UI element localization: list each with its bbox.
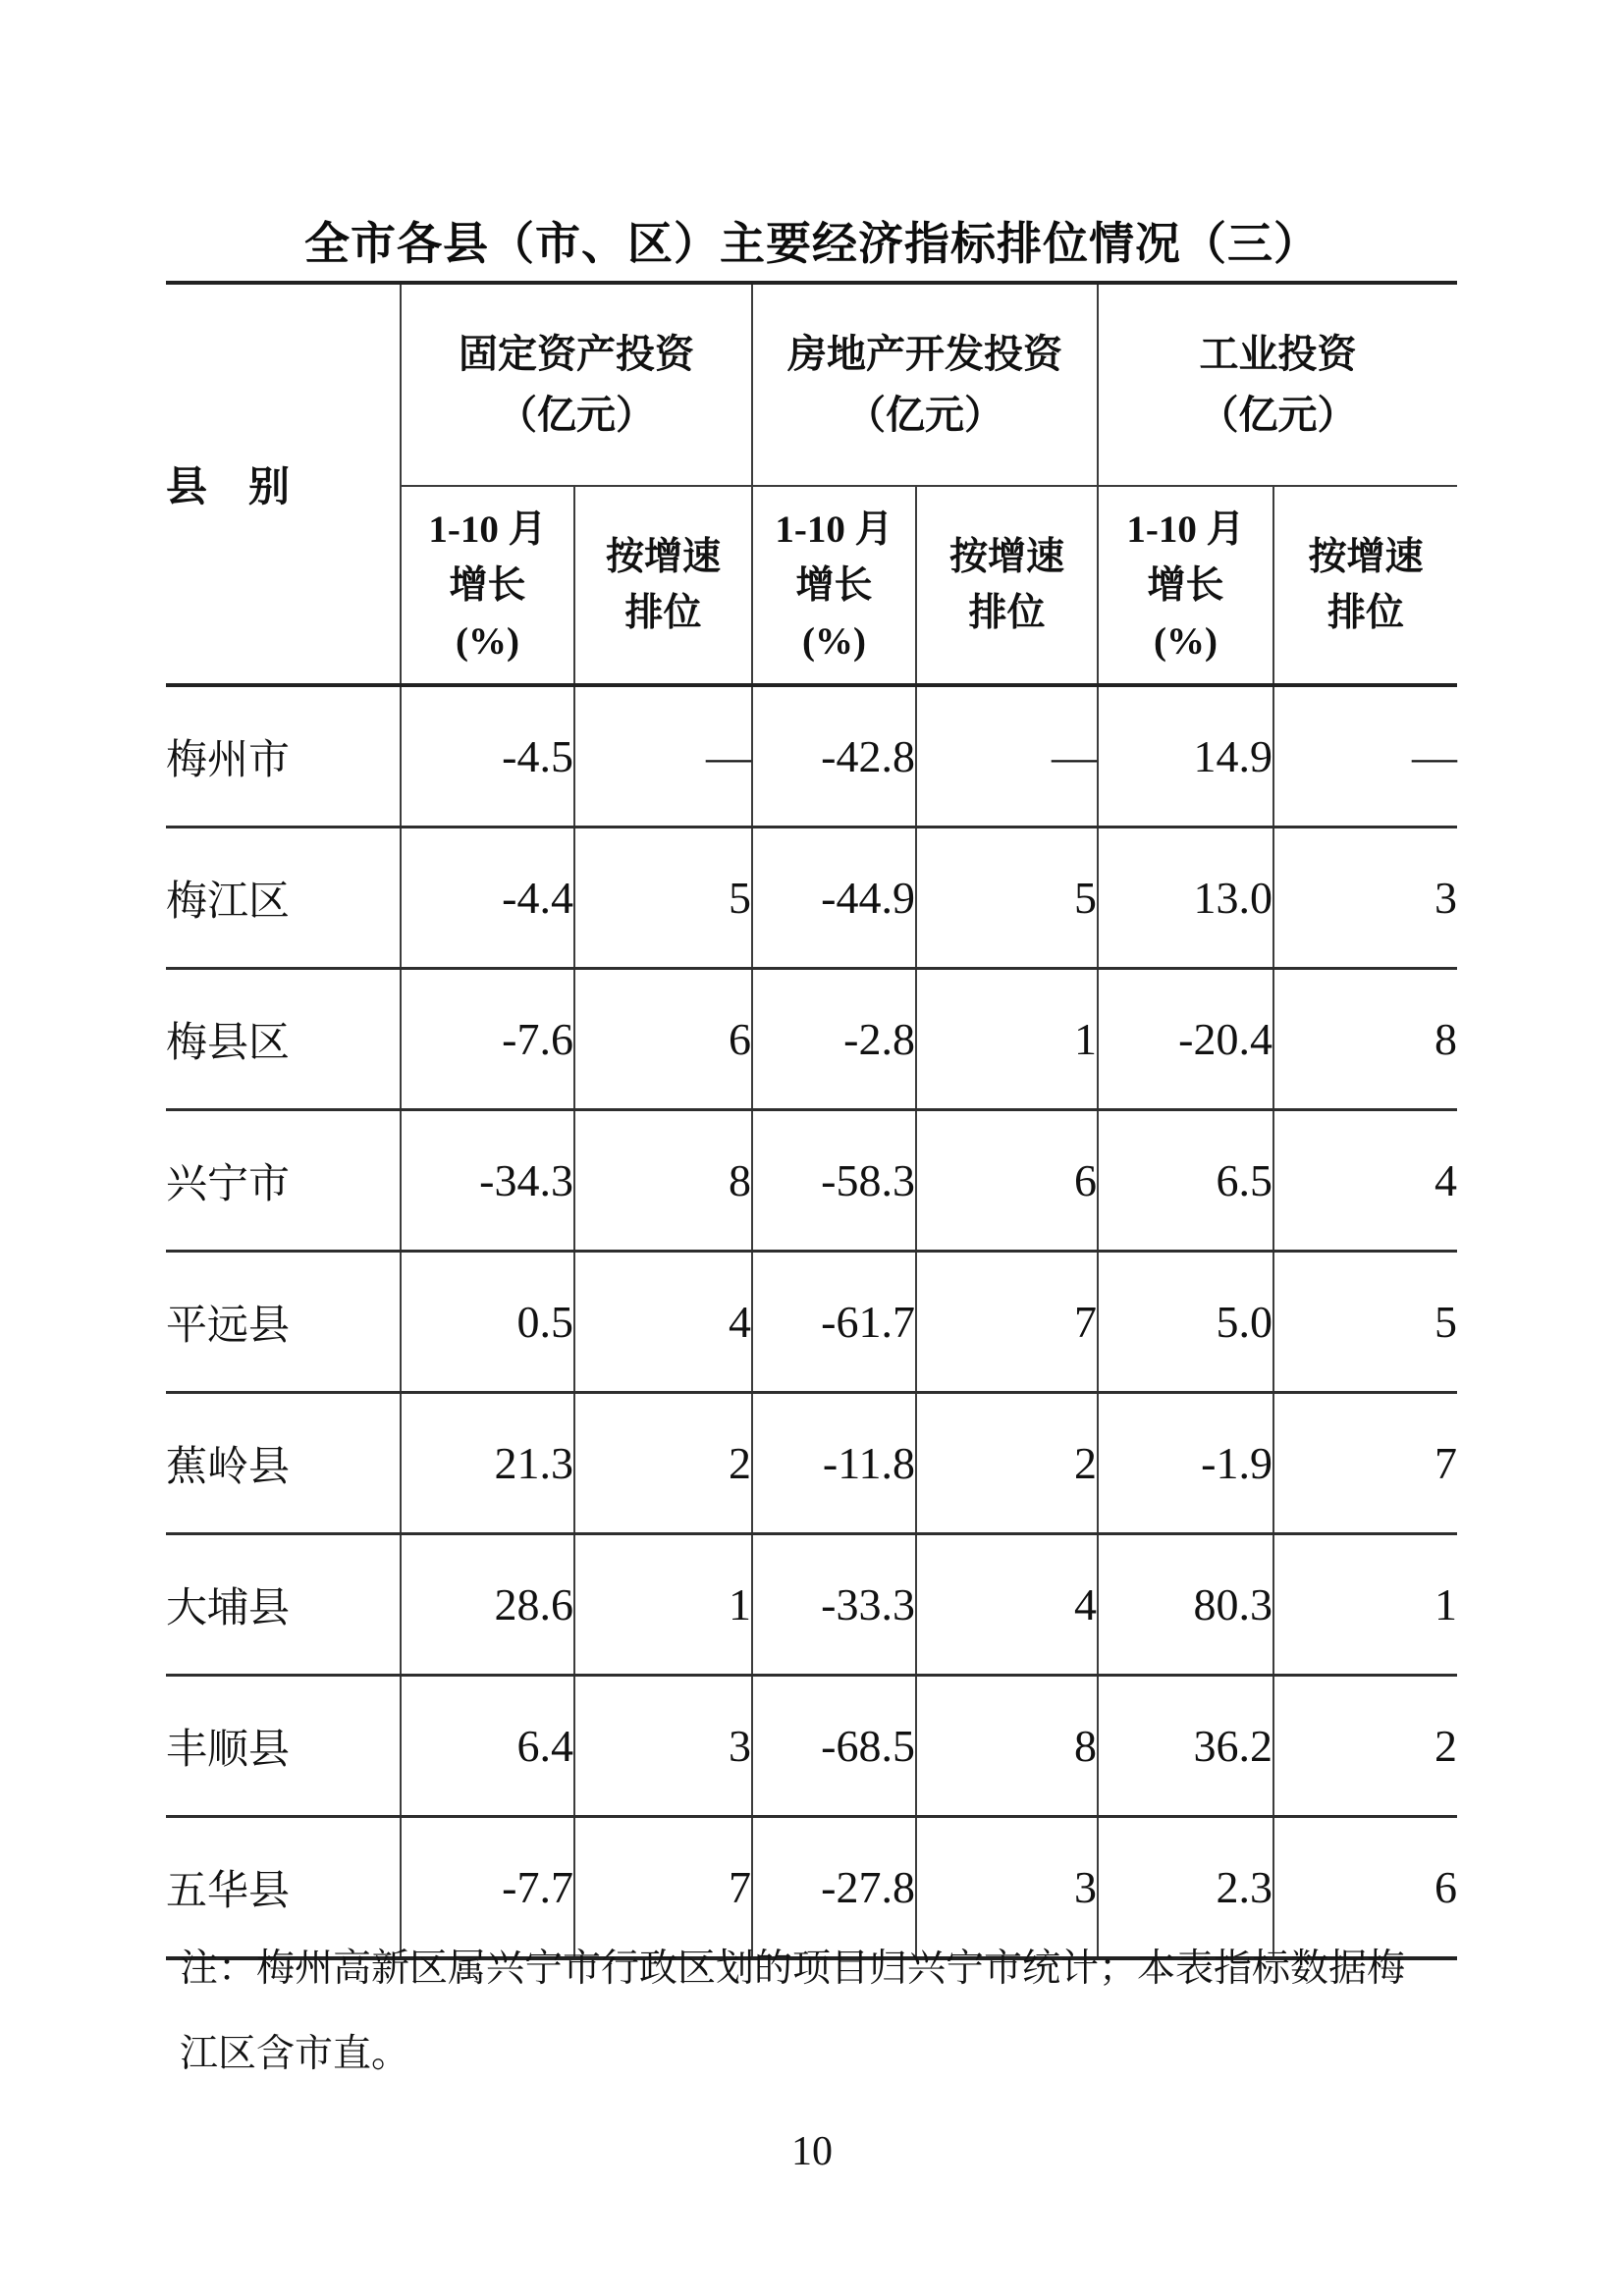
- page-title: 全市各县（市、区）主要经济指标排位情况（三）: [304, 218, 1320, 269]
- table-row: [166, 1534, 1457, 1676]
- value-cell: 8: [1273, 969, 1457, 1110]
- group-title: 房地产开发投资: [787, 332, 1062, 376]
- value-cell: 6: [574, 969, 752, 1110]
- value-cell: -68.5: [752, 1676, 916, 1817]
- value-cell: —: [1273, 685, 1457, 828]
- group-unit: （亿元）: [1199, 393, 1357, 437]
- economic-indicators-table: [166, 281, 1457, 1960]
- county-name-cell: 梅州市: [166, 685, 401, 828]
- value-cell: -42.8: [752, 685, 916, 828]
- value-cell: -2.8: [752, 969, 916, 1110]
- value-cell: -11.8: [752, 1393, 916, 1534]
- county-name-cell: 梅江区: [166, 828, 401, 969]
- value-cell: -7.6: [401, 969, 574, 1110]
- county-name-cell: 蕉岭县: [166, 1393, 401, 1534]
- group-header-row: [166, 283, 1457, 486]
- value-cell: -7.7: [401, 1817, 574, 1959]
- value-cell: -20.4: [1098, 969, 1273, 1110]
- value-cell: 7: [574, 1817, 752, 1959]
- value-cell: 1: [1273, 1534, 1457, 1676]
- value-cell: 8: [916, 1676, 1098, 1817]
- sub-header-growth: 1-10 月 增长 (%): [752, 486, 916, 685]
- value-cell: 4: [574, 1252, 752, 1393]
- value-cell: 2: [916, 1393, 1098, 1534]
- table-row: [166, 1676, 1457, 1817]
- table-row: [166, 1252, 1457, 1393]
- value-cell: 80.3: [1098, 1534, 1273, 1676]
- footnote-line: 江区含市直。: [180, 2033, 410, 2075]
- value-cell: 6.5: [1098, 1110, 1273, 1252]
- value-cell: 2.3: [1098, 1817, 1273, 1959]
- value-cell: 6.4: [401, 1676, 574, 1817]
- value-cell: 1: [574, 1534, 752, 1676]
- value-cell: 36.2: [1098, 1676, 1273, 1817]
- value-cell: 14.9: [1098, 685, 1273, 828]
- table-row: [166, 828, 1457, 969]
- value-cell: 5: [1273, 1252, 1457, 1393]
- value-cell: -58.3: [752, 1110, 916, 1252]
- county-name-cell: 大埔县: [166, 1534, 401, 1676]
- table-row: [166, 1393, 1457, 1534]
- table-row: [166, 969, 1457, 1110]
- value-cell: -27.8: [752, 1817, 916, 1959]
- value-cell: 5: [574, 828, 752, 969]
- value-cell: 13.0: [1098, 828, 1273, 969]
- sub-header-rank: 按增速 排位: [574, 486, 752, 685]
- value-cell: 21.3: [401, 1393, 574, 1534]
- value-cell: 7: [916, 1252, 1098, 1393]
- value-cell: 6: [1435, 1862, 1457, 1912]
- sub-header-growth: 1-10 月 增长 (%): [1098, 486, 1273, 685]
- value-cell: 4: [916, 1534, 1098, 1676]
- sub-header-rank: 按增速 排位: [916, 486, 1098, 685]
- county-column-header: 县 别: [166, 283, 401, 685]
- county-name-cell: 丰顺县: [166, 1676, 401, 1817]
- value-cell: 3: [916, 1817, 1098, 1959]
- group-header-real-estate-investment: [752, 283, 1098, 486]
- value-cell: 7: [1273, 1393, 1457, 1534]
- value-cell: 2: [574, 1393, 752, 1534]
- page-number: 10: [791, 2129, 833, 2174]
- value-cell: -44.9: [752, 828, 916, 969]
- footnote: [180, 1926, 1486, 2097]
- value-cell: -4.4: [401, 828, 574, 969]
- group-header-fixed-asset-investment: [401, 283, 752, 486]
- county-name-cell: 五华县: [166, 1817, 401, 1959]
- value-cell: 4: [1273, 1110, 1457, 1252]
- group-title: 工业投资: [1199, 332, 1357, 376]
- footnote-line: 注：梅州高新区属兴宁市行政区划的项目归兴宁市统计；本表指标数据梅: [180, 1948, 1406, 1990]
- value-cell: 2: [1273, 1676, 1457, 1817]
- group-unit: （亿元）: [498, 393, 655, 437]
- value-cell: -34.3: [401, 1110, 574, 1252]
- value-cell: -33.3: [752, 1534, 916, 1676]
- value-cell: 5.0: [1098, 1252, 1273, 1393]
- sub-header-growth: 1-10 月 增长 (%): [401, 486, 574, 685]
- value-cell: —: [574, 685, 752, 828]
- table-body: [166, 685, 1457, 1958]
- value-cell: -1.9: [1098, 1393, 1273, 1534]
- county-name-cell: 兴宁市: [166, 1110, 401, 1252]
- value-cell: 6: [916, 1110, 1098, 1252]
- group-unit: （亿元）: [846, 393, 1003, 437]
- value-cell: 0.5: [401, 1252, 574, 1393]
- value-cell: 28.6: [401, 1534, 574, 1676]
- sub-header-rank: 按增速 排位: [1273, 486, 1457, 685]
- value-cell: -4.5: [401, 685, 574, 828]
- table-row: [166, 1110, 1457, 1252]
- value-cell: 5: [916, 828, 1098, 969]
- county-name-cell: 平远县: [166, 1252, 401, 1393]
- value-cell: —: [916, 685, 1098, 828]
- value-cell: 1: [916, 969, 1098, 1110]
- county-name-cell: 梅县区: [166, 969, 401, 1110]
- value-cell: 3: [574, 1676, 752, 1817]
- value-cell: 8: [574, 1110, 752, 1252]
- table-row: [166, 685, 1457, 828]
- value-cell: -61.7: [752, 1252, 916, 1393]
- group-title: 固定资产投资: [459, 332, 694, 376]
- group-header-industrial-investment: [1098, 283, 1457, 486]
- value-cell: 3: [1273, 828, 1457, 969]
